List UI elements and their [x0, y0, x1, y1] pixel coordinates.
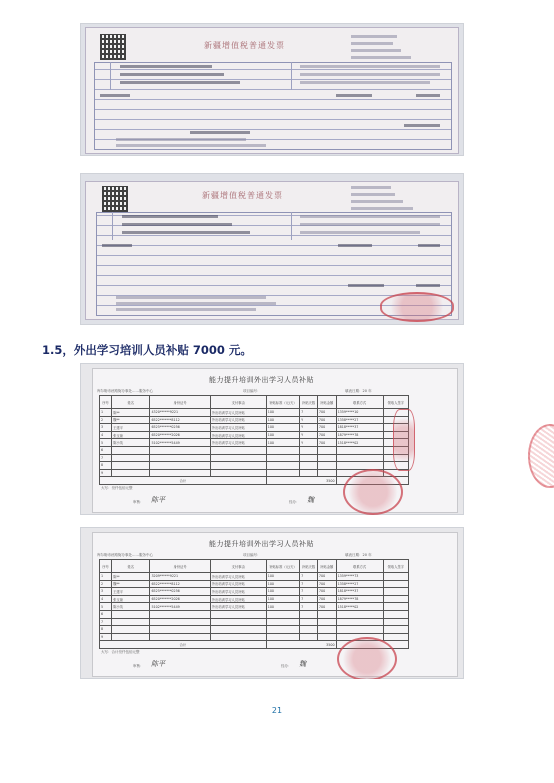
grid-divider: [291, 212, 292, 240]
amount-in-words: 大写：叁仟伍佰元整: [101, 486, 133, 490]
cell: 100: [266, 424, 299, 432]
invoice-title: 新疆增值税普通发票: [202, 191, 283, 200]
total-amount: [404, 124, 440, 127]
cell: 100: [266, 588, 299, 596]
cell: 9: [100, 633, 112, 641]
cell: [383, 588, 408, 596]
cipher-text: [300, 73, 440, 76]
cell: 1: [100, 573, 112, 581]
total-amount: [348, 284, 384, 287]
cell: 4320******9221: [150, 409, 210, 417]
cell: 100: [266, 580, 299, 588]
qr-code-icon: [102, 186, 128, 212]
col-header: 补贴金额: [317, 560, 336, 573]
item-text: [100, 94, 130, 97]
cell: 7: [300, 409, 318, 417]
cell: 700: [317, 573, 336, 581]
cell: 陈**: [112, 573, 150, 581]
invoice-paper: [85, 181, 459, 320]
table-row: [100, 573, 409, 581]
cell: 4: [100, 595, 112, 603]
form-paper: [92, 532, 458, 677]
official-seal: [343, 469, 403, 515]
cell: 王建平: [112, 588, 150, 596]
cell: 2: [100, 580, 112, 588]
cell: [383, 580, 408, 588]
cell: 魏**: [112, 580, 150, 588]
table-row: [100, 431, 409, 439]
form-photo-2: [80, 527, 464, 679]
cell: 700: [317, 595, 336, 603]
item-text: [102, 244, 132, 247]
item-amount: [416, 94, 440, 97]
cipher-text: [300, 223, 440, 226]
approver-signature: 陈平: [151, 496, 165, 504]
cell: 7: [100, 454, 112, 462]
cell: 6522*******8112: [150, 416, 210, 424]
cell: 外出培训学习人员补贴: [210, 439, 266, 447]
section-heading: 1.5，外出学习培训人员补贴 7000 元。: [42, 343, 252, 357]
cell: 陈**: [112, 409, 150, 417]
seller-text: [116, 138, 246, 141]
cell: 9: [100, 469, 112, 477]
cell: 3: [100, 588, 112, 596]
cell: 张玉琼: [112, 431, 150, 439]
approver-label: 审核：: [133, 664, 144, 668]
table-header-row: [100, 560, 409, 573]
col-header: 身份证号: [150, 396, 210, 409]
table-row: [100, 409, 409, 417]
cipher-text: [300, 81, 430, 84]
col-header: 领取人签字: [383, 396, 408, 409]
qr-code-icon: [100, 34, 126, 60]
buyer-text: [122, 215, 218, 218]
cell: 6525*******0256: [150, 424, 210, 432]
col-header: 姓名: [112, 396, 150, 409]
col-header: 补贴天数: [300, 396, 318, 409]
cell: 6: [100, 446, 112, 454]
cell: 700: [317, 431, 336, 439]
preparer-signature: 魏: [299, 660, 306, 668]
table-row: [100, 588, 409, 596]
cell: 1879*****78: [336, 595, 383, 603]
cell: 700: [317, 603, 336, 611]
cell: 3209******9221: [150, 573, 210, 581]
invoice-photo-2: [80, 173, 464, 325]
cell: 外出培训学习人员补贴: [210, 573, 266, 581]
item-amount: [336, 94, 372, 97]
approver-signature: 陈平: [151, 660, 165, 668]
grid-divider: [291, 62, 292, 90]
cell: 100: [266, 439, 299, 447]
col-header: 补贴金额: [317, 396, 336, 409]
cipher-text: [300, 65, 440, 68]
subsidy-table: [99, 559, 409, 649]
col-header: 身份证号: [150, 560, 210, 573]
item-amount: [338, 244, 372, 247]
table-row: [100, 626, 409, 634]
cell: 6525*******0256: [150, 588, 210, 596]
signature-seal: [393, 409, 415, 471]
total-value: 3500: [266, 477, 336, 485]
cell: 外出培训学习人员补贴: [210, 409, 266, 417]
approver-label: 审核：: [133, 500, 144, 504]
cell: 6522*******8112: [150, 580, 210, 588]
buyer-text: [122, 223, 232, 226]
preparer-label: 经办：: [289, 500, 300, 504]
cell: Y: [300, 416, 318, 424]
date-label: 填表日期：20 年: [345, 553, 372, 557]
cell: 100: [266, 409, 299, 417]
invoice-seal: [380, 292, 454, 322]
cell: 5: [100, 603, 112, 611]
grid-divider: [110, 62, 111, 90]
cell: 5102*******5449: [150, 603, 210, 611]
cipher-text: [300, 231, 420, 234]
unit-label: 库尔勒市丝路街办事处……服务中心: [97, 389, 153, 393]
col-header: 领取人签字: [383, 560, 408, 573]
table-row: [100, 610, 409, 618]
table-row: [100, 439, 409, 447]
cell: 700: [317, 416, 336, 424]
invoice-code-line: [351, 200, 403, 203]
buyer-text: [120, 65, 212, 68]
cell: 外出培训学习人员补贴: [210, 603, 266, 611]
cell: 700: [317, 439, 336, 447]
cipher-text: [300, 215, 440, 218]
table-row: [100, 416, 409, 424]
seller-text: [116, 144, 266, 147]
cell: 8: [100, 462, 112, 470]
invoice-code-line: [351, 49, 401, 52]
col-header: 支付事由: [210, 396, 266, 409]
seller-text: [116, 302, 276, 305]
table-row: [100, 424, 409, 432]
buyer-text: [120, 81, 240, 84]
cell: 700: [317, 409, 336, 417]
cell: 魏**: [112, 416, 150, 424]
cell: 外出培训学习人员补贴: [210, 424, 266, 432]
form-paper: [92, 368, 458, 513]
amount-in-words: 大写：合计叁仟伍佰元整: [101, 650, 140, 654]
col-header: 补贴天数: [300, 560, 318, 573]
cell: 外出培训学习人员补贴: [210, 595, 266, 603]
cell: 100: [266, 431, 299, 439]
col-header: 补贴标准（元/天）: [266, 560, 299, 573]
invoice-code-line: [351, 186, 391, 189]
cell: 陈小英: [112, 603, 150, 611]
invoice-photo-1: [80, 23, 464, 156]
project-label: 项目编号：: [243, 389, 261, 393]
cell: 1358*****27: [336, 416, 383, 424]
col-header: 序号: [100, 396, 112, 409]
cell: 外出培训学习人员补贴: [210, 416, 266, 424]
total-value: 3500: [266, 641, 336, 649]
seller-text: [116, 296, 266, 299]
cell: 6520*******2026: [150, 595, 210, 603]
cell: 1518*****02: [336, 603, 383, 611]
col-header: 补贴标准（元/天）: [266, 396, 299, 409]
grid-divider: [112, 212, 113, 240]
cell: 8: [100, 626, 112, 634]
total-amount: [416, 284, 440, 287]
table-header-row: [100, 396, 409, 409]
invoice-paper: [85, 27, 459, 154]
cell: 外出培训学习人员补贴: [210, 580, 266, 588]
total-label: 合计: [100, 477, 267, 485]
col-header: 支付事由: [210, 560, 266, 573]
cell: 7: [300, 580, 318, 588]
total-label: 合计: [100, 641, 267, 649]
preparer-signature: 魏: [307, 496, 314, 504]
cell: 1359*****73: [336, 573, 383, 581]
col-header: 联系方式: [336, 396, 383, 409]
col-header: 序号: [100, 560, 112, 573]
cell: 外出培训学习人员补贴: [210, 431, 266, 439]
cell: Y: [300, 439, 318, 447]
form-title: 能力提升培训外出学习人员补贴: [209, 540, 314, 548]
total-text: [190, 131, 250, 134]
cell: 7: [300, 573, 318, 581]
buyer-text: [122, 231, 250, 234]
table-row: [100, 580, 409, 588]
table-row: [100, 454, 409, 462]
cell: 1818*****37: [336, 588, 383, 596]
table-row: [100, 595, 409, 603]
cell: Y: [300, 424, 318, 432]
cell: 1818*****37: [336, 424, 383, 432]
table-row: [100, 462, 409, 470]
cell: 1518*****02: [336, 439, 383, 447]
invoice-code-line: [351, 42, 393, 45]
cell: 6: [100, 610, 112, 618]
cell: 100: [266, 595, 299, 603]
page-number: 21: [271, 706, 283, 715]
official-seal: [337, 637, 397, 679]
cell: 100: [266, 416, 299, 424]
cell: 外出培训学习人员补贴: [210, 588, 266, 596]
preparer-label: 经办：: [281, 664, 292, 668]
table-row: [100, 603, 409, 611]
invoice-code-line: [351, 35, 397, 38]
cell: [383, 573, 408, 581]
cell: 3: [100, 424, 112, 432]
invoice-code-line: [351, 193, 395, 196]
cell: 1359*****10: [336, 409, 383, 417]
cell: 700: [317, 580, 336, 588]
item-amount: [418, 244, 440, 247]
cell: 7: [300, 588, 318, 596]
edge-seal: [528, 424, 554, 488]
cell: 700: [317, 424, 336, 432]
cell: 700: [317, 588, 336, 596]
cell: 7: [300, 595, 318, 603]
unit-label: 库尔勒市丝路街办事处……服务中心: [97, 553, 153, 557]
cell: 1: [100, 409, 112, 417]
date-label: 填表日期：20 年: [345, 389, 372, 393]
cell: 5102*******5449: [150, 439, 210, 447]
cell: [383, 603, 408, 611]
cell: 6520*******2026: [150, 431, 210, 439]
cell: 2: [100, 416, 112, 424]
buyer-text: [120, 73, 224, 76]
cell: 1358*****27: [336, 580, 383, 588]
cell: [383, 595, 408, 603]
invoice-title: 新疆增值税普通发票: [204, 41, 285, 50]
col-header: 姓名: [112, 560, 150, 573]
cell: 王建平: [112, 424, 150, 432]
cell: 100: [266, 573, 299, 581]
cell: 4: [100, 431, 112, 439]
cell: 张玉琼: [112, 595, 150, 603]
form-photo-1: [80, 363, 464, 515]
cell: 100: [266, 603, 299, 611]
col-header: 联系方式: [336, 560, 383, 573]
table-row: [100, 618, 409, 626]
project-label: 项目编号：: [243, 553, 261, 557]
cell: 1879*****78: [336, 431, 383, 439]
invoice-code-line: [351, 207, 413, 210]
cell: 7: [100, 618, 112, 626]
form-title: 能力提升培训外出学习人员补贴: [209, 376, 314, 384]
invoice-code-line: [351, 56, 411, 59]
cell: 5: [100, 439, 112, 447]
cell: 陈小英: [112, 439, 150, 447]
cell: Y: [300, 431, 318, 439]
table-row: [100, 446, 409, 454]
seller-text: [116, 308, 256, 311]
cell: 7: [300, 603, 318, 611]
